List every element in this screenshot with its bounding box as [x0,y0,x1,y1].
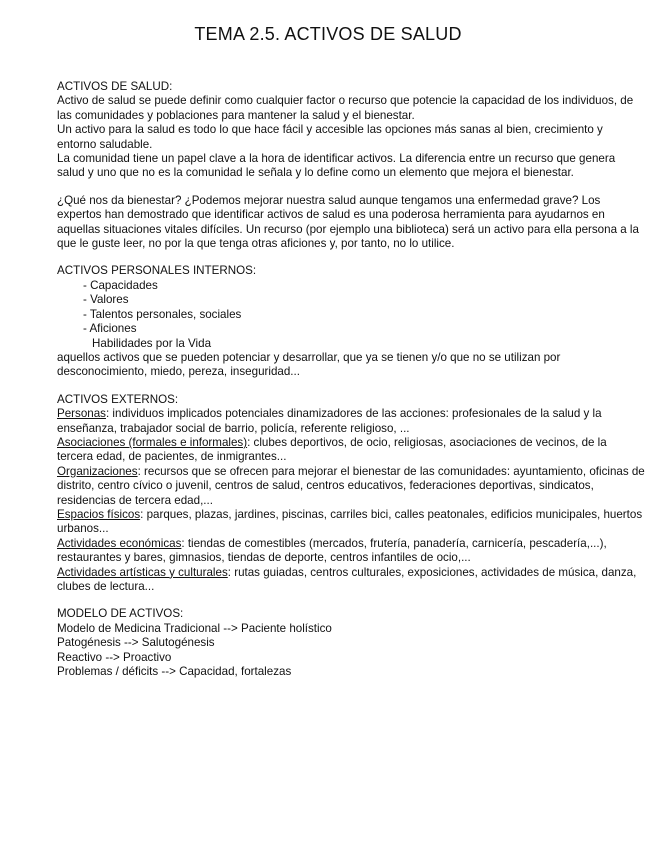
section-heading-modelo: MODELO DE ACTIVOS: [57,607,184,621]
model-line: Patogénesis --> Salutogénesis [57,636,215,650]
label-personas: Personas [57,407,106,421]
text-espacios: : parques, plazas, jardines, piscinas, carriles bici, calles peatonales, edificios municipales, huertos urbanos... [57,507,643,536]
section-heading-activos-salud: ACTIVOS DE SALUD: [57,80,173,93]
label-economicas: Actividades económicas [57,536,182,550]
text-artisticas: : rutas guiadas, centros culturales, exposiciones, actividades de música, danza, clubes de lectura... [57,565,637,593]
paragraph-personales: aquellos activos que se pueden potenciar y desarrollar, que ya se tienen y/o que no se utilizan por desconocimiento, miedo, pereza, inseguridad... [57,350,561,379]
paragraph-comunidad: La comunidad tiene un papel clave a la hora de identificar activos. La diferencia entre un recurso que genera salud y uno que no es la comunidad le señala y lo define como un elemento que mejora el bienestar. [57,152,616,180]
list-item: - Talentos personales, sociales [83,308,645,322]
section-heading-personales: ACTIVOS PERSONALES INTERNOS: [57,264,257,278]
document-body [57,80,645,679]
label-organizaciones: Organizaciones [57,464,138,478]
label-asociaciones: Asociaciones (formales e informales) [57,435,248,449]
sub-item: Habilidades por la Vida [92,336,212,350]
text-asociaciones: : clubes deportivos, de ocio, religiosas, asociaciones de vecinos, de la tercera edad, de pacientes, de inmigrantes... [57,435,607,464]
list-item: - Valores [83,293,645,307]
paragraph-artisticas [57,566,645,595]
text-organizaciones: : recursos que se ofrecen para mejorar el bienestar de las comunidades: ayuntamiento, oficinas de distrito, centro cívico o juvenil, centros de salud, centros educativos, federaciones deportivas, sindicatos, residencias de tercera edad,... [57,464,645,507]
paragraph-espacios [57,508,645,537]
model-line: Problemas / déficits --> Capacidad, fortalezas [57,665,292,679]
text-personas: : individuos implicados potenciales dinamizadores de las acciones: profesionales de la salud y la enseñanza, trabajador social de barrio, policía, referente religioso, ... [57,407,602,435]
label-artisticas: Actividades artísticas y culturales [57,565,228,579]
list-item: - Capacidades [83,279,645,293]
text-economicas: : tiendas de comestibles (mercados, frutería, panadería, carnicería, pescadería,...), restaurantes y bares, gimnasios, tiendas de deporte, centros infantiles de ocio,... [57,536,607,565]
paragraph-organizaciones [57,465,645,508]
paragraph-bienestar: ¿Qué nos da bienestar? ¿Podemos mejorar nuestra salud aunque tengamos una enfermedad grave? Los expertos han demostrado que identificar activos de salud es una poderosa herramienta para ayudarnos en aquellas situaciones vitales difíciles. Un recurso (por ejemplo una biblioteca) será un activo para ella persona a la que le guste leer, no por la que tenga otras aficiones y, por tanto, no lo utilice. [57,193,639,251]
list-item: - Aficiones [83,322,645,336]
model-line: Modelo de Medicina Tradicional --> Paciente holístico [57,621,332,635]
personal-assets-list [57,279,645,337]
label-espacios: Espacios físicos [57,507,141,521]
model-line: Reactivo --> Proactivo [57,650,172,664]
section-heading-externos: ACTIVOS EXTERNOS: [57,392,179,406]
paragraph-definition: Activo de salud se puede definir como cualquier factor o recurso que potencie la capacidad de los individuos, de las comunidades y poblaciones para mantener la salud y el bienestar. [57,94,634,122]
page-title: TEMA 2.5. ACTIVOS DE SALUD [194,24,462,44]
paragraph-personas [57,407,645,436]
paragraph-activo-salud: Un activo para la salud es todo lo que hace fácil y accesible las opciones más sanas al bien, crecimiento y entorno saludable. [57,123,603,151]
paragraph-asociaciones [57,436,645,465]
paragraph-economicas [57,537,645,566]
